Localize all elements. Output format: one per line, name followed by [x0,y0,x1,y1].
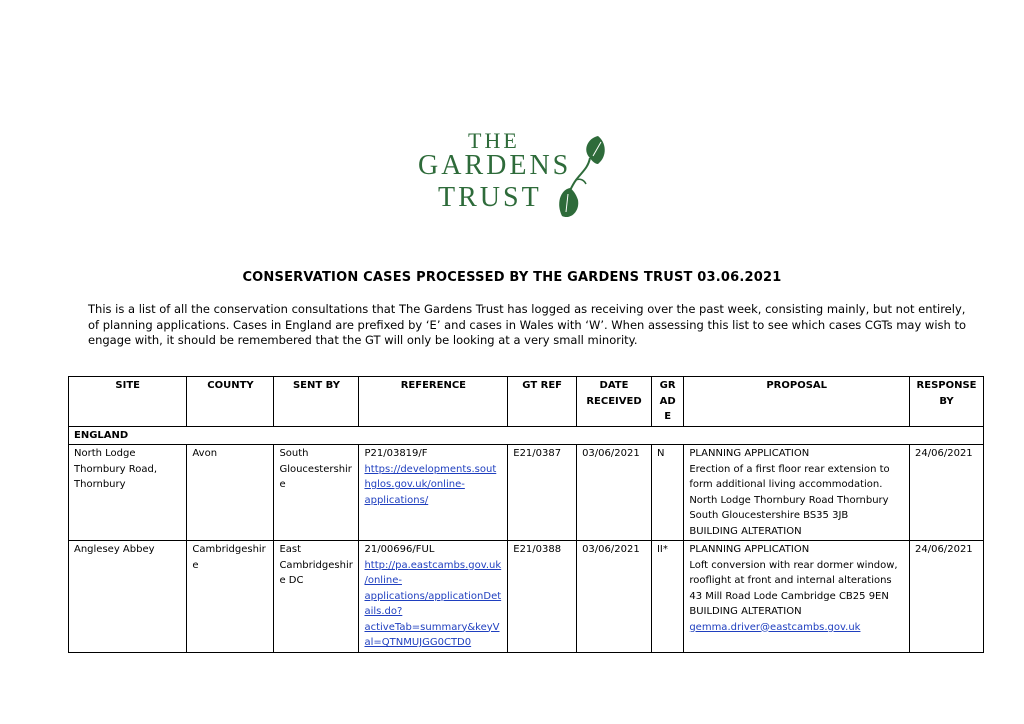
application-link[interactable]: https://developments.southglos.gov.uk/online-applications/ [364,463,497,506]
header-proposal: PROPOSAL [684,377,910,427]
cell-gt-ref: E21/0387 [508,445,577,541]
table-header-row [69,377,984,427]
logo-line-gardens: GARDENS [418,150,572,181]
cell-site: Anglesey Abbey [69,541,187,653]
logo-line-the: THE [468,128,520,153]
cell-grade: II* [651,541,683,653]
proposal-description: Loft conversion with rear dormer window, rooflight at front and internal alterations [689,559,898,586]
cell-county: Cambridgeshire [187,541,274,653]
section-row [69,426,984,445]
reference-number: P21/03819/F [364,448,428,459]
proposal-address: 43 Mill Road Lode Cambridge CB25 9EN [689,590,889,602]
cell-date-received: 03/06/2021 [577,541,652,653]
cell-sent-by: South Gloucestershire [274,445,359,541]
proposal-type: PLANNING APPLICATION [689,544,810,555]
intro-paragraph: This is a list of all the conservation consultations that The Gardens Trust has logged as receiving over the past week, consisting mainly, but not entirely, of planning applications. Cases in England are prefixed by ‘E’ and cases in Wales with ‘W’. When assessing this list to see which cases CGTs may wish to engage with, it should be remembered that the GT will only be looking at a very small minority. [88,302,967,347]
reference-number: 21/00696/FUL [364,544,435,555]
proposal-category: BUILDING ALTERATION [689,525,802,537]
header-county: COUNTY [187,377,274,427]
cell-gt-ref: E21/0388 [508,541,577,653]
cell-proposal [684,445,910,541]
table-row [69,541,984,653]
cell-sent-by: East Cambridgeshire DC [274,541,359,653]
header-date-received: DATE RECEIVED [577,377,652,427]
header-gt-ref: GT REF [508,377,577,427]
proposal-category: BUILDING ALTERATION [689,606,802,617]
cell-date-received: 03/06/2021 [577,445,652,541]
header-response-by: RESPONSE BY [910,377,984,427]
cell-site: North Lodge Thornbury Road, Thornbury [69,445,187,541]
header-reference: REFERENCE [359,377,508,427]
proposal-type: PLANNING APPLICATION [689,448,810,459]
cell-reference [359,445,508,541]
header-grade: GRADE [651,377,683,427]
header-site: SITE [69,377,187,427]
cell-reference [359,541,508,653]
application-link[interactable]: http://pa.eastcambs.gov.uk/online-applications/applicationDetails.do?activeTab=summary&keyVal=QTNMUJGG0CTD0 [364,559,502,648]
leaf-icon [410,128,620,223]
header-sent-by: SENT BY [274,377,359,427]
cell-response-by: 24/06/2021 [910,445,984,541]
proposal-description: Erection of a first floor rear extension to form additional living accommodation. [689,463,890,490]
logo-line-trust: TRUST [438,182,542,213]
cases-table [68,376,984,653]
cell-proposal [684,541,910,653]
section-england: ENGLAND [69,426,984,445]
cell-response-by: 24/06/2021 [910,541,984,653]
table-row [69,445,984,541]
gardens-trust-logo [410,128,620,223]
proposal-address: North Lodge Thornbury Road Thornbury South Gloucestershire BS35 3JB [689,494,889,521]
document-title: CONSERVATION CASES PROCESSED BY THE GARDENS TRUST 03.06.2021 [242,270,782,285]
cell-grade: N [651,445,683,541]
contact-email-link[interactable]: gemma.driver@eastcambs.gov.uk [689,621,861,633]
cell-county: Avon [187,445,274,541]
